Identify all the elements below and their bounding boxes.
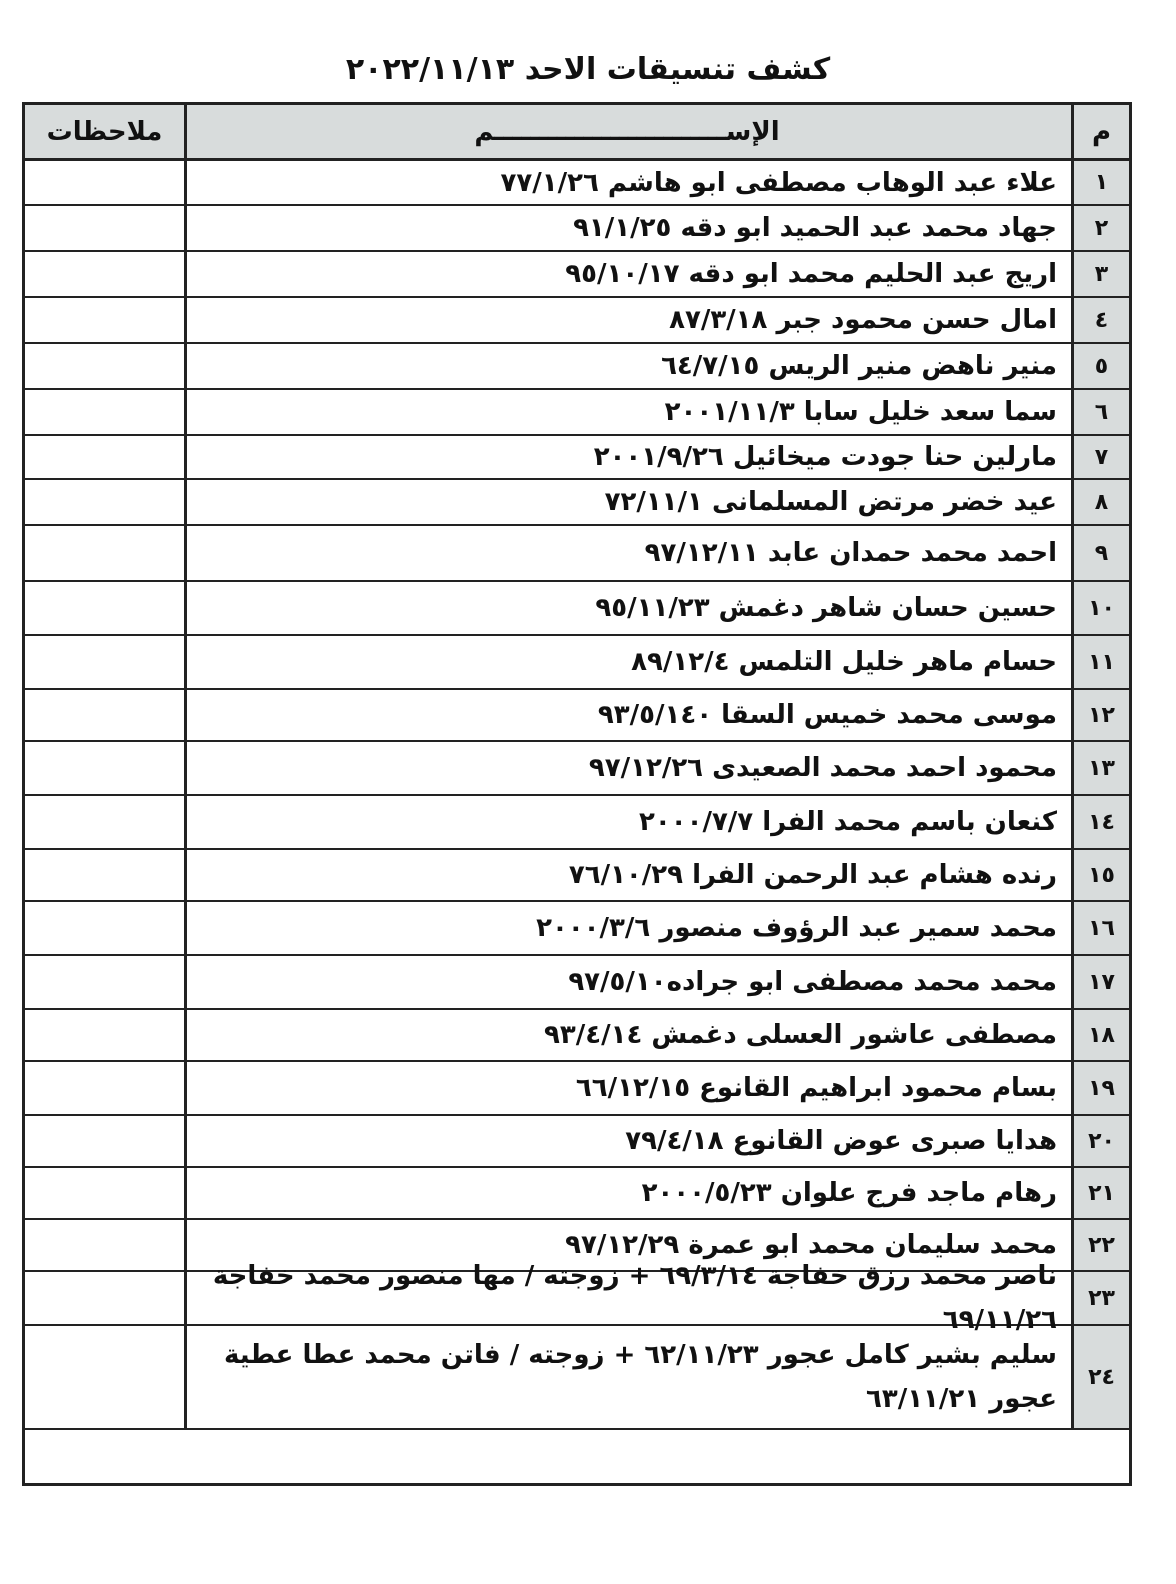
- table-row: [25, 1326, 1129, 1430]
- row-number: ٢: [1071, 206, 1129, 252]
- row-number: ٣: [1071, 252, 1129, 298]
- header-number: م: [1071, 105, 1129, 161]
- table-row: [25, 902, 1129, 956]
- row-notes: [25, 1272, 184, 1326]
- row-notes: [25, 636, 184, 690]
- row-name: محمد محمد مصطفى ابو جراده٩٧/٥/١٠: [184, 956, 1071, 1010]
- row-number: ٥: [1071, 344, 1129, 390]
- row-number: ١١: [1071, 636, 1129, 690]
- table-row: [25, 480, 1129, 526]
- row-number: ١٩: [1071, 1062, 1129, 1116]
- row-number: ٢٠: [1071, 1116, 1129, 1168]
- row-notes: [25, 1168, 184, 1220]
- table-row: [25, 582, 1129, 636]
- row-notes: [25, 1326, 184, 1430]
- row-name: مارلين حنا جودت ميخائيل ٢٠٠١/٩/٢٦: [184, 436, 1071, 480]
- row-name: احمد محمد حمدان عابد ٩٧/١٢/١١: [184, 526, 1071, 582]
- table-row: [25, 344, 1129, 390]
- row-notes: [25, 1220, 184, 1272]
- table-row: [25, 298, 1129, 344]
- table-row: [25, 161, 1129, 206]
- row-notes: [25, 850, 184, 902]
- row-number: ٢٢: [1071, 1220, 1129, 1272]
- row-notes: [25, 1010, 184, 1062]
- row-notes: [25, 480, 184, 526]
- row-notes: [25, 252, 184, 298]
- row-name: بسام محمود ابراهيم القانوع ٦٦/١٢/١٥: [184, 1062, 1071, 1116]
- row-number: ١٦: [1071, 902, 1129, 956]
- table-row: [25, 1261, 1129, 1335]
- row-name: هدايا صبرى عوض القانوع ٧٩/٤/١٨: [184, 1116, 1071, 1168]
- table-row: [25, 1116, 1129, 1168]
- table-row: [25, 206, 1129, 252]
- row-number: ٧: [1071, 436, 1129, 480]
- row-number: ١٠: [1071, 582, 1129, 636]
- row-notes: [25, 796, 184, 850]
- row-number: ١: [1071, 161, 1129, 206]
- table-row: [25, 742, 1129, 796]
- table-row: [25, 526, 1129, 582]
- row-notes: [25, 298, 184, 344]
- table-row: [25, 1062, 1129, 1116]
- row-notes: [25, 1062, 184, 1116]
- row-notes: [25, 742, 184, 796]
- table-row: [25, 252, 1129, 298]
- coordination-table: [22, 102, 1132, 1486]
- row-notes: [25, 161, 184, 206]
- row-number: ١٤: [1071, 796, 1129, 850]
- row-number: ٢٤: [1071, 1326, 1129, 1430]
- row-number: ٢١: [1071, 1168, 1129, 1220]
- header-name: الإســــــــــــــــــــــــــم: [184, 105, 1071, 161]
- row-number: ٩: [1071, 526, 1129, 582]
- row-name: حسين حسان شاهر دغمش ٩٥/١١/٢٣: [184, 582, 1071, 636]
- row-name: محمود احمد محمد الصعيدى ٩٧/١٢/٢٦: [184, 742, 1071, 796]
- table-row: [25, 850, 1129, 902]
- row-name: علاء عبد الوهاب مصطفى ابو هاشم ٧٧/١/٢٦: [184, 161, 1071, 206]
- row-name: سليم بشير كامل عجور ٦٢/١١/٢٣ + زوجته / فاتن محمد عطا عطية عجور ٦٣/١١/٢١: [184, 1326, 1071, 1430]
- row-name: اريج عبد الحليم محمد ابو دقه ٩٥/١٠/١٧: [184, 252, 1071, 298]
- row-name: رهام ماجد فرج علوان ٢٠٠٠/٥/٢٣: [184, 1168, 1071, 1220]
- row-number: ٢٣: [1071, 1272, 1129, 1326]
- row-number: ١٣: [1071, 742, 1129, 796]
- row-name: مصطفى عاشور العسلى دغمش ٩٣/٤/١٤: [184, 1010, 1071, 1062]
- row-notes: [25, 956, 184, 1010]
- row-name: امال حسن محمود جبر ٨٧/٣/١٨: [184, 298, 1071, 344]
- header-notes: ملاحظات: [25, 105, 184, 161]
- row-name: كنعان باسم محمد الفرا ٢٠٠٠/٧/٧: [184, 796, 1071, 850]
- row-number: ١٢: [1071, 690, 1129, 742]
- row-notes: [25, 526, 184, 582]
- table-row: [25, 1168, 1129, 1220]
- row-name: رنده هشام عبد الرحمن الفرا ٧٦/١٠/٢٩: [184, 850, 1071, 902]
- row-name: عيد خضر مرتض المسلمانى ٧٢/١١/١: [184, 480, 1071, 526]
- row-name: موسى محمد خميس السقا ٩٣/٥/١٤٠: [184, 690, 1071, 742]
- row-number: ١٨: [1071, 1010, 1129, 1062]
- page-title: كشف تنسيقات الاحد ٢٠٢٢/١١/١٣: [345, 52, 831, 87]
- row-notes: [25, 436, 184, 480]
- table-row: [25, 690, 1129, 742]
- row-name: سما سعد خليل سابا ٢٠٠١/١١/٣: [184, 390, 1071, 436]
- table-row: [25, 390, 1129, 436]
- row-notes: [25, 902, 184, 956]
- row-name: محمد سمير عبد الرؤوف منصور ٢٠٠٠/٣/٦: [184, 902, 1071, 956]
- row-notes: [25, 390, 184, 436]
- row-name: منير ناهض منير الريس ٦٤/٧/١٥: [184, 344, 1071, 390]
- row-number: ١٧: [1071, 956, 1129, 1010]
- table-row: [25, 436, 1129, 480]
- row-name: حسام ماهر خليل التلمس ٨٩/١٢/٤: [184, 636, 1071, 690]
- row-number: ١٥: [1071, 850, 1129, 902]
- row-notes: [25, 206, 184, 252]
- row-number: ٦: [1071, 390, 1129, 436]
- row-name: محمد سليمان محمد ابو عمرة ٩٧/١٢/٢٩: [184, 1220, 1071, 1272]
- row-name: جهاد محمد عبد الحميد ابو دقه ٩١/١/٢٥: [184, 206, 1071, 252]
- row-notes: [25, 690, 184, 742]
- table-row: [25, 796, 1129, 850]
- table-header-row: [25, 105, 1129, 161]
- table-row: [25, 956, 1129, 1010]
- row-name: ناصر محمد رزق خفاجة ٦٩/٣/١٤ + زوجته / مها منصور محمد خفاجة ٦٩/١١/٢٦: [184, 1272, 1071, 1326]
- row-notes: [25, 344, 184, 390]
- row-notes: [25, 1116, 184, 1168]
- row-number: ٤: [1071, 298, 1129, 344]
- table-row: [25, 1010, 1129, 1062]
- row-number: ٨: [1071, 480, 1129, 526]
- table-row: [25, 636, 1129, 690]
- row-notes: [25, 582, 184, 636]
